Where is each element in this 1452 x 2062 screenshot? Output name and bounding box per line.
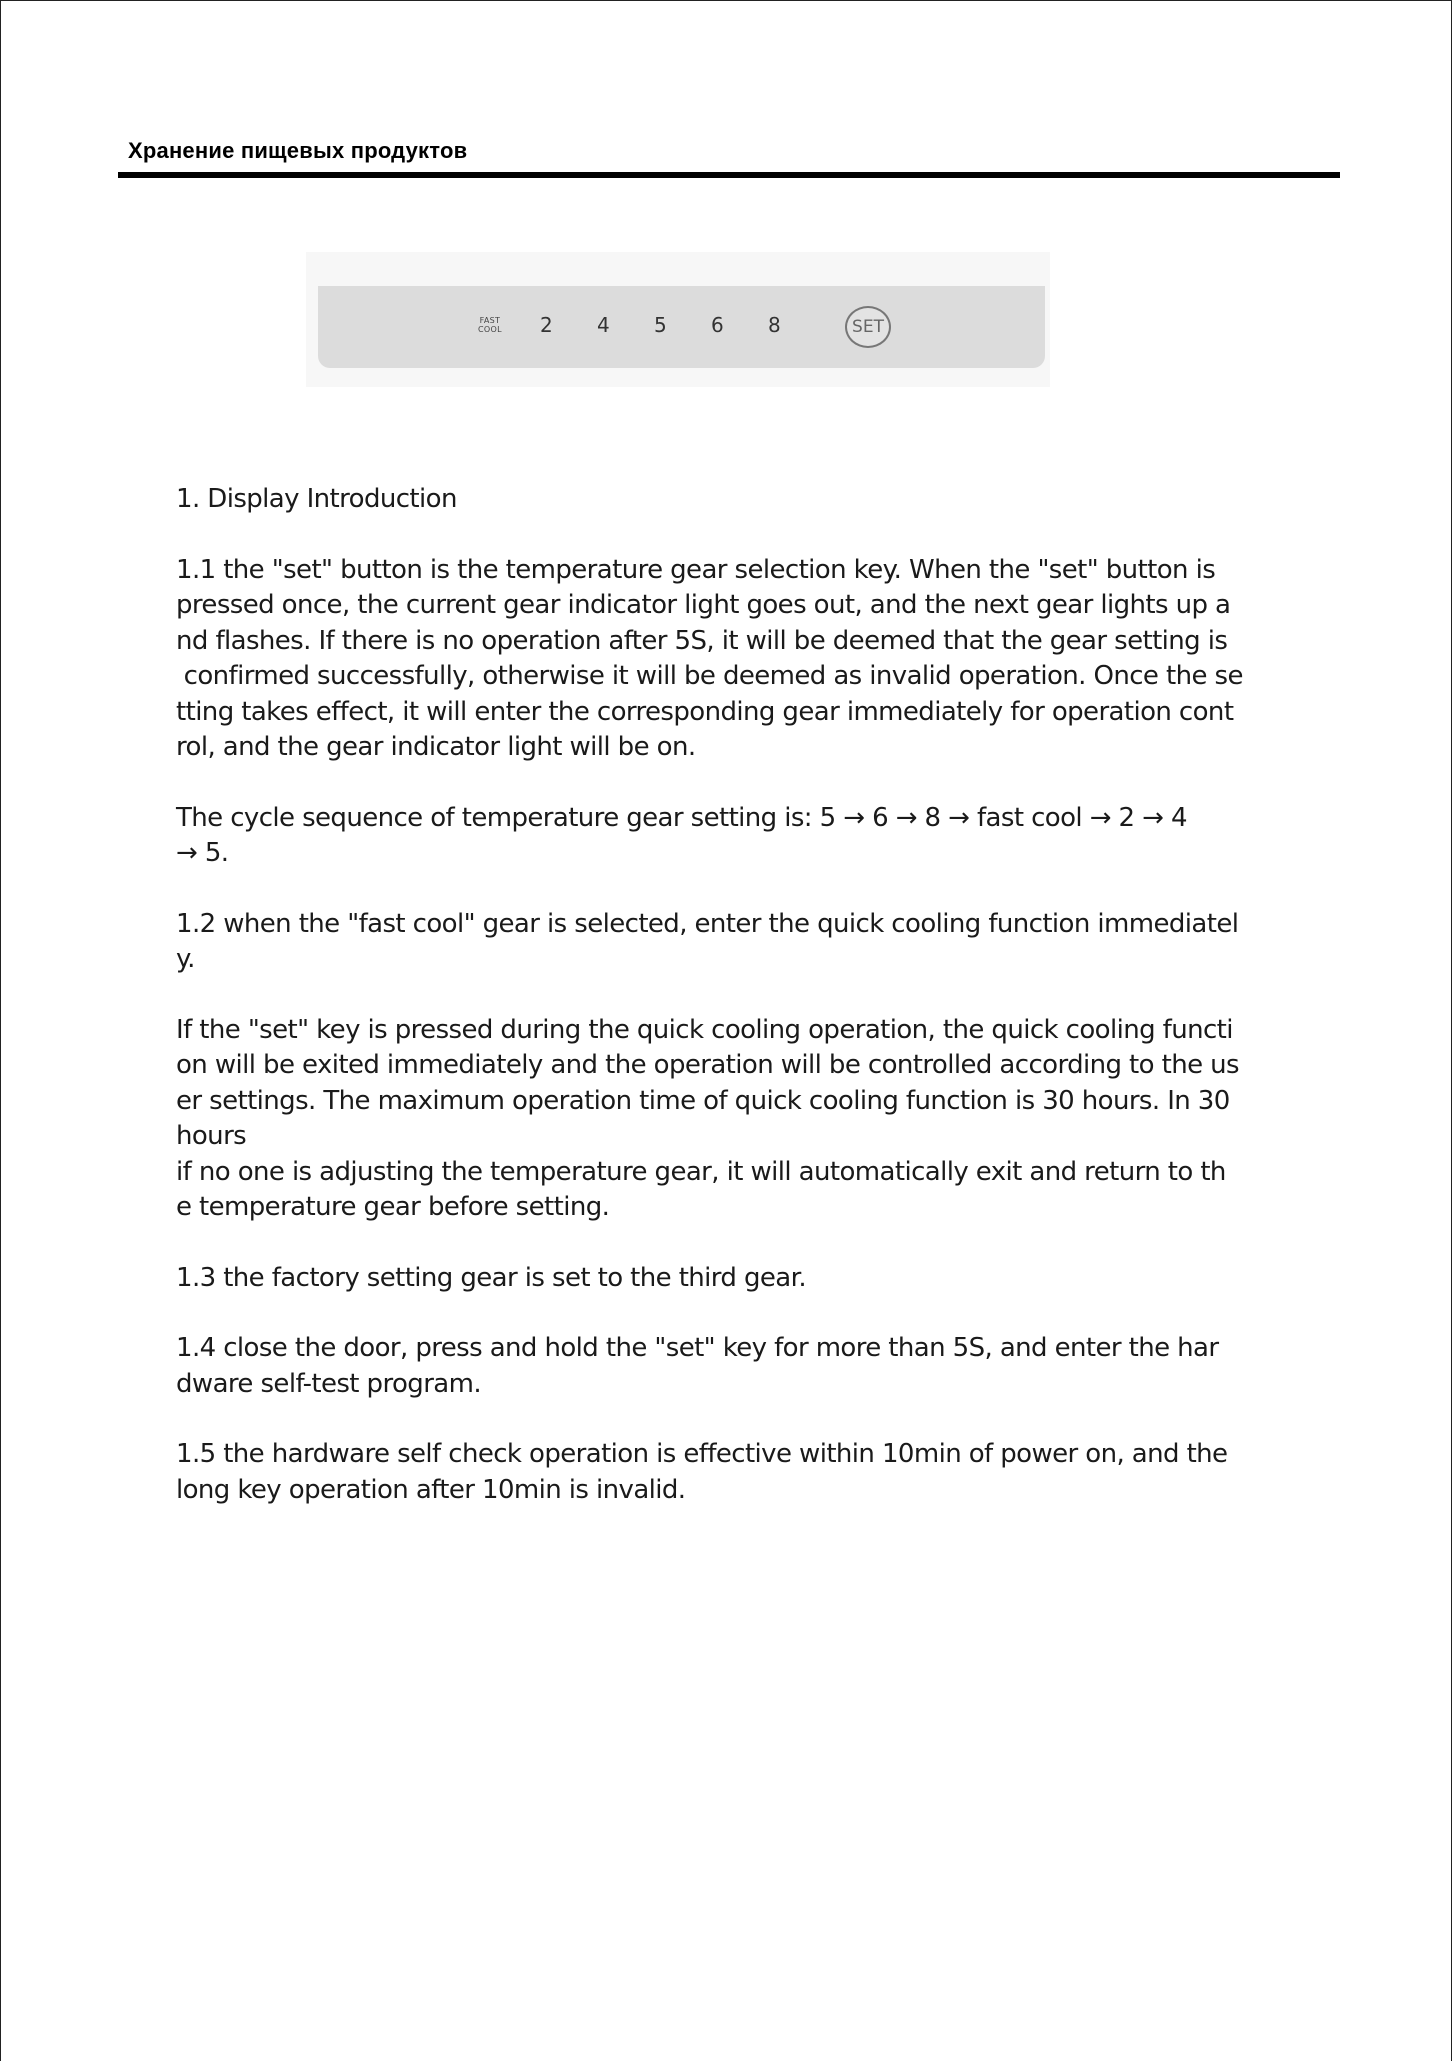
text-line: hours [176,1121,247,1151]
fast-cool-indicator [478,316,502,334]
text-line: → 5. [176,838,229,868]
page-title: Хранение пищевых продуктов [128,138,468,163]
fast-cool-label-bottom: COOL [478,325,502,334]
text-line: on will be exited immediately and the operation will be controlled according to the us [176,1050,1239,1080]
paragraph-quick-cooling [176,1013,1296,1226]
paragraph-1-3 [176,1261,1296,1297]
text-line: 1.5 the hardware self check operation is effective within 10min of power on, and the [176,1439,1228,1469]
gear-indicator-2: 2 [540,313,553,337]
section-heading: 1. Display Introduction [176,484,457,514]
paragraph-1-2 [176,907,1296,978]
text-line: 1.4 close the door, press and hold the "set" key for more than 5S, and enter the har [176,1333,1219,1363]
text-line: If the "set" key is pressed during the quick cooling operation, the quick cooling functi [176,1014,1233,1045]
page-header [118,138,1340,178]
text-line: 1.2 when the "fast cool" gear is selected, enter the quick cooling function immediatel [176,908,1239,939]
text-line: confirmed successfully, otherwise it will be deemed as invalid operation. Once the se [176,661,1243,691]
text-line: The cycle sequence of temperature gear setting is: 5 → 6 → 8 → fast cool → 2 → 4 [176,802,1187,833]
text-line: long key operation after 10min is invalid. [176,1474,686,1505]
set-button: SET [845,306,891,348]
gear-indicator-8: 8 [768,313,781,337]
text-line: rol, and the gear indicator light will be on. [176,732,696,762]
text-line: dware self-test program. [176,1368,482,1399]
text-line: e temperature gear before setting. [176,1192,610,1222]
text-line: er settings. The maximum operation time of quick cooling function is 30 hours. In 30 [176,1085,1230,1116]
gear-indicator-5: 5 [654,313,667,337]
fast-cool-label-top: FAST [479,316,501,325]
text-line: y. [176,944,195,974]
control-panel [318,286,1045,368]
control-panel-image [306,252,1050,387]
text-line: nd flashes. If there is no operation after 5S, it will be deemed that the gear setting is [176,625,1228,656]
text-line: 1.3 the factory setting gear is set to the third gear. [176,1262,806,1293]
text-line: if no one is adjusting the temperature gear, it will automatically exit and return to th [176,1156,1226,1187]
header-rule [118,172,1340,178]
gear-indicator-6: 6 [711,313,724,337]
gear-indicator-4: 4 [597,313,610,337]
paragraph-1-1 [176,553,1296,766]
document-body [176,482,1296,1508]
paragraph-1-4 [176,1331,1296,1402]
text-line: pressed once, the current gear indicator light goes out, and the next gear lights up a [176,590,1231,620]
text-line: 1.1 the "set" button is the temperature gear selection key. When the "set" button is [176,554,1216,585]
paragraph-1-5 [176,1437,1296,1508]
paragraph-cycle-sequence [176,801,1296,872]
text-line: tting takes effect, it will enter the corresponding gear immediately for operation cont [176,696,1234,727]
